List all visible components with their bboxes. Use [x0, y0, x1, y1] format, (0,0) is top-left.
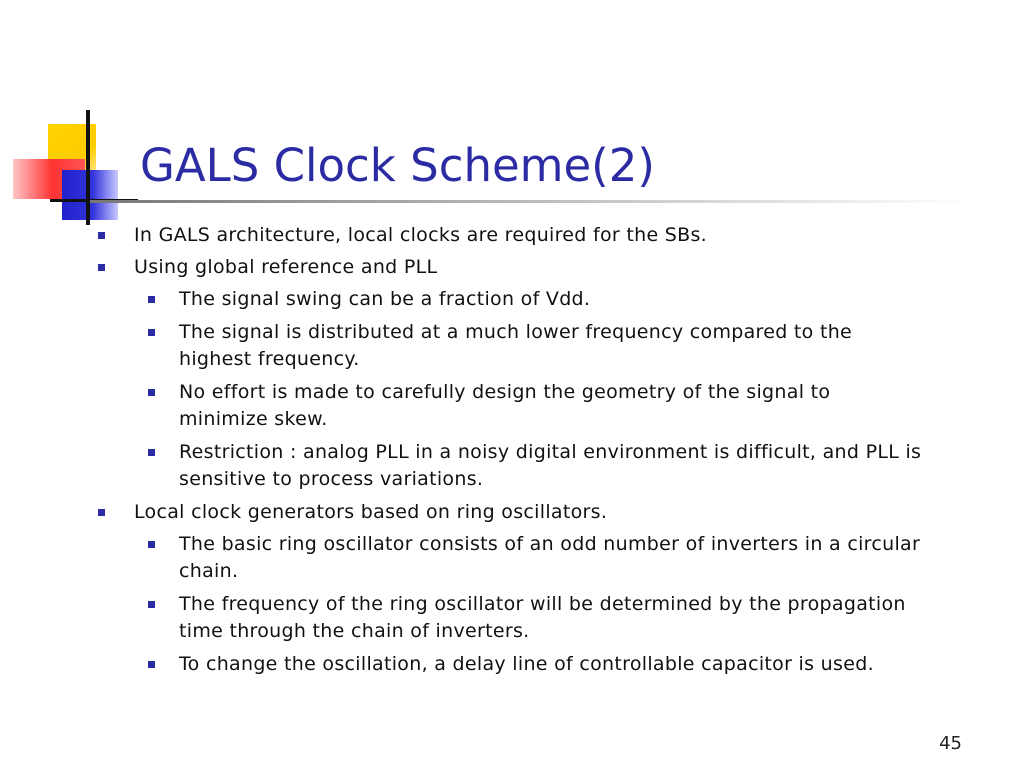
- sub-bullet-item: [0, 651, 924, 678]
- square-bullet-icon: [148, 661, 155, 668]
- bullet-list: [0, 222, 1024, 684]
- square-bullet-icon: [148, 541, 155, 548]
- sub-bullet-item: [0, 379, 924, 433]
- sub-bullet-item: [0, 439, 924, 493]
- square-bullet-icon: [148, 329, 155, 336]
- bullet-text: The signal swing can be a fraction of Vdd.: [179, 288, 591, 310]
- bullet-text: Local clock generators based on ring oscillators.: [134, 501, 608, 523]
- sub-bullet-item: [0, 531, 924, 585]
- logo-vertical-line: [86, 110, 90, 225]
- square-bullet-icon: [98, 264, 105, 271]
- title-underline: [90, 200, 970, 203]
- logo-blue-block: [62, 170, 118, 220]
- sub-bullet-item: [0, 591, 924, 645]
- bullet-item: [0, 222, 934, 249]
- bullet-text: In GALS architecture, local clocks are required for the SBs.: [134, 224, 708, 246]
- sub-bullet-item: [0, 319, 924, 373]
- square-bullet-icon: [148, 389, 155, 396]
- bullet-text: To change the oscillation, a delay line of controllable capacitor is used.: [179, 653, 874, 675]
- bullet-item: [0, 254, 934, 281]
- sub-bullet-item: [0, 286, 924, 313]
- square-bullet-icon: [98, 232, 105, 239]
- square-bullet-icon: [148, 601, 155, 608]
- bullet-text: The signal is distributed at a much lower frequency compared to the highest frequency.: [179, 321, 853, 370]
- bullet-text: The basic ring oscillator consists of an odd number of inverters in a circular chain.: [179, 533, 921, 582]
- square-bullet-icon: [98, 509, 105, 516]
- square-bullet-icon: [148, 449, 155, 456]
- bullet-text: No effort is made to carefully design the geometry of the signal to minimize skew.: [179, 381, 831, 430]
- bullet-item: [0, 499, 934, 526]
- bullet-text: Restriction : analog PLL in a noisy digital environment is difficult, and PLL is sensitive to process variations.: [179, 441, 922, 490]
- square-bullet-icon: [148, 296, 155, 303]
- page-number: 45: [939, 733, 962, 754]
- bullet-text: The frequency of the ring oscillator will be determined by the propagation time through the chain of inverters.: [179, 593, 906, 642]
- slide-title: GALS Clock Scheme(2): [140, 139, 655, 192]
- bullet-text: Using global reference and PLL: [134, 256, 438, 278]
